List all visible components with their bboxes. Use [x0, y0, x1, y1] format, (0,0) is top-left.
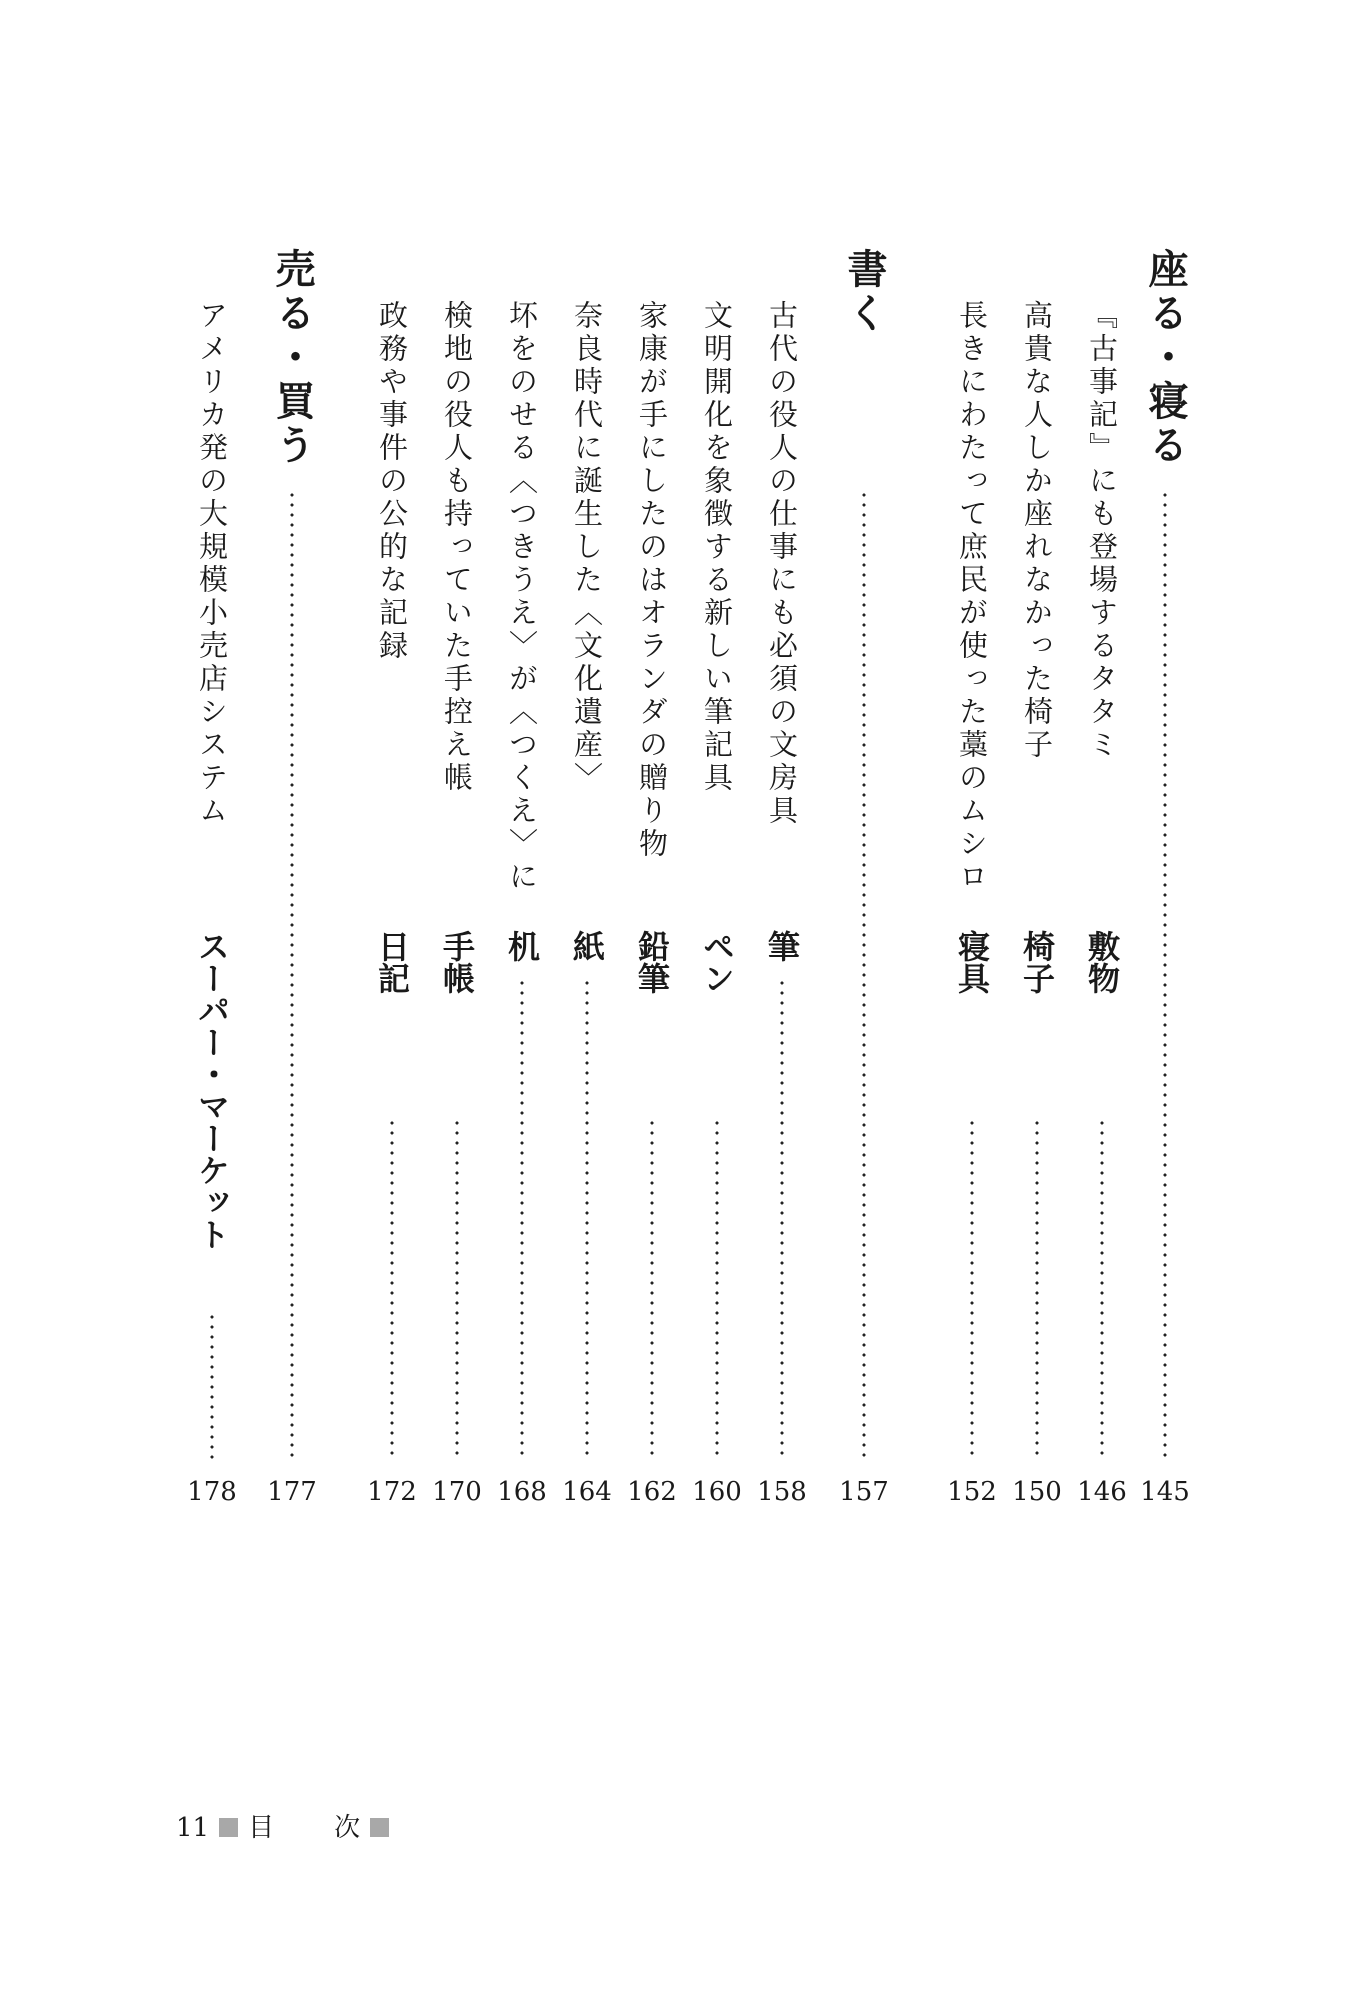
toc-page-number: 172 — [367, 1477, 417, 1507]
toc-subtitle: 高貴な人しか座れなかった椅子 — [1020, 300, 1054, 762]
toc-leader-dots — [210, 1312, 214, 1460]
toc-subtitle: 文明開化を象徴する新しい筆記具 — [700, 300, 734, 795]
toc-entry-item — [427, 0, 487, 2000]
gray-square-icon — [219, 1818, 238, 1837]
toc-leader-dots — [290, 490, 294, 1460]
toc-item-title-text: 日記 — [373, 930, 411, 994]
toc-entry-item — [687, 0, 747, 2000]
toc-item-title — [622, 930, 682, 1076]
toc-entry-item — [752, 0, 812, 2000]
toc-item-title — [362, 930, 422, 1076]
toc-entry-part — [834, 0, 894, 2000]
toc-page-number: 168 — [497, 1477, 547, 1507]
toc-page-number: 170 — [432, 1477, 482, 1507]
toc-item-title — [942, 930, 1002, 1076]
toc-item-title: 紙 — [568, 930, 606, 962]
toc-page-number: 146 — [1077, 1477, 1127, 1507]
toc-leader-dots — [970, 1118, 974, 1460]
toc-page-number: 150 — [1012, 1477, 1062, 1507]
toc-subtitle: 政務や事件の公的な記録 — [375, 300, 409, 663]
toc-page-number: 177 — [267, 1477, 317, 1507]
toc-entry-item — [1007, 0, 1067, 2000]
toc-page-number: 160 — [692, 1477, 742, 1507]
toc-leader-dots — [862, 490, 866, 1460]
toc-item-title: 筆 — [763, 930, 801, 962]
toc-item-title: 机 — [503, 930, 541, 962]
toc-item-title — [687, 930, 747, 1076]
toc-subtitle: 検地の役人も持っていた手控え帳 — [440, 300, 474, 795]
toc-subtitle: 『古事記』にも登場するタタミ — [1085, 300, 1119, 762]
toc-leader-dots — [455, 1118, 459, 1460]
toc-part-title-text: 書く — [841, 248, 888, 336]
toc-subtitle: 家康が手にしたのはオランダの贈り物 — [635, 300, 669, 861]
toc-leader-dots — [715, 1118, 719, 1460]
toc-page-number: 178 — [187, 1477, 237, 1507]
toc-leader-dots — [1163, 490, 1167, 1460]
toc-entry-item — [557, 0, 617, 2000]
toc-leader-dots — [585, 978, 589, 1460]
toc-item-title-text: 寝具 — [953, 930, 991, 994]
toc-part-title — [834, 248, 894, 458]
toc-entry-item — [362, 0, 422, 2000]
toc-subtitle: 古代の役人の仕事にも必須の文房具 — [765, 300, 799, 828]
footer-label-1: 目 — [248, 1813, 275, 1843]
footer-label-2: 次 — [334, 1813, 361, 1843]
toc-page-number: 152 — [947, 1477, 997, 1507]
toc-entry-part — [1135, 0, 1195, 2000]
toc-subtitle: 奈良時代に誕生した〈文化遺産〉 — [570, 300, 604, 795]
toc-item-title-text: 椅子 — [1018, 930, 1056, 994]
toc-page-number: 158 — [757, 1477, 807, 1507]
toc-page-number: 157 — [839, 1477, 889, 1507]
footer-page-number: 11 — [176, 1813, 210, 1843]
toc-leader-dots — [1035, 1118, 1039, 1460]
toc-part-title: 座る・寝る — [1142, 248, 1189, 468]
toc-subtitle: 長きにわたって庶民が使った藁のムシロ — [955, 300, 989, 894]
gray-square-icon — [370, 1818, 389, 1837]
toc-page-number: 145 — [1140, 1477, 1190, 1507]
toc-entry-item — [492, 0, 552, 2000]
page-footer — [176, 1810, 399, 1846]
toc-item-title — [1007, 930, 1067, 1076]
toc-leader-dots — [1100, 1118, 1104, 1460]
toc-item-title: スーパー・マーケット — [193, 930, 231, 1250]
toc-entry-item — [942, 0, 1002, 2000]
toc-subtitle: アメリカ発の大規模小売店システム — [195, 300, 229, 828]
toc-item-title-text: 鉛筆 — [633, 930, 671, 994]
toc-leader-dots — [650, 1118, 654, 1460]
toc-part-title: 売る・買う — [269, 248, 316, 468]
toc-entry-item — [182, 0, 242, 2000]
toc-item-title-text: 手帳 — [438, 930, 476, 994]
toc-entry-item — [1072, 0, 1132, 2000]
toc-entry-item — [622, 0, 682, 2000]
toc-item-title-text: 敷物 — [1083, 930, 1121, 994]
toc-page-number: 162 — [627, 1477, 677, 1507]
toc-item-title — [427, 930, 487, 1076]
toc-entry-part — [262, 0, 322, 2000]
toc-leader-dots — [390, 1118, 394, 1460]
toc-page-number: 164 — [562, 1477, 612, 1507]
toc-leader-dots — [780, 978, 784, 1460]
toc-item-title-text: ペン — [698, 930, 736, 994]
toc-item-title — [1072, 930, 1132, 1076]
toc-subtitle: 坏をのせる〈つきうえ〉が〈つくえ〉に — [505, 300, 539, 894]
toc-leader-dots — [520, 978, 524, 1460]
